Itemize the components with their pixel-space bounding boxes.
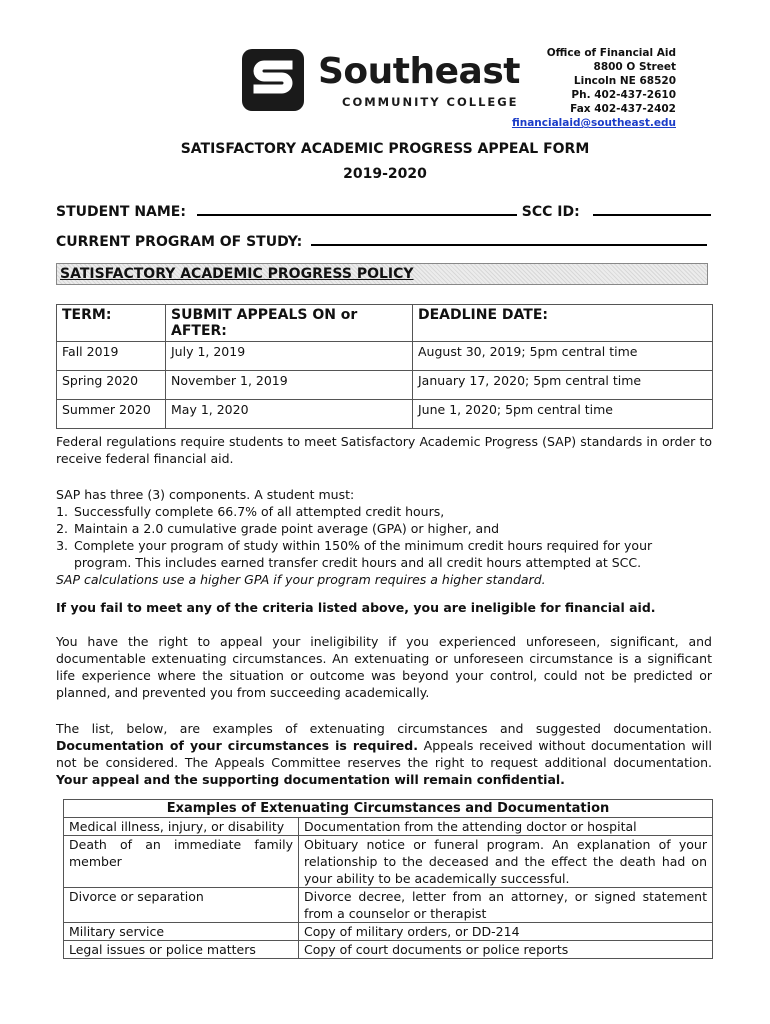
ineligible-statement <box>56 599 712 616</box>
cell-term: Summer 2020 <box>57 400 166 429</box>
ineligible-text: If you fail to meet any of the criteria listed above, you are ineligible for financial aid. <box>56 600 656 615</box>
office-line: Office of Financial Aid <box>546 47 676 59</box>
documentation-cell: Documentation from the attending doctor or hospital <box>299 818 713 836</box>
office-line: Lincoln NE 68520 <box>573 75 676 87</box>
logo-s-icon <box>238 45 310 115</box>
student-name-field[interactable] <box>197 200 517 216</box>
term-deadline-table <box>56 304 713 429</box>
office-line: Ph. 402-437-2610 <box>571 89 676 101</box>
cell-submit: July 1, 2019 <box>166 342 413 371</box>
table-row <box>64 888 713 923</box>
logo-subtitle: COMMUNITY COLLEGE <box>342 95 519 109</box>
doc-text-2: Appeals received without documentation will not be considered. The Appeals Committee reserves the right to request additional documentation. <box>56 738 712 770</box>
header-deadline: DEADLINE DATE: <box>413 305 713 342</box>
examples-heading: Examples of Extenuating Circumstances and Documentation <box>64 800 713 818</box>
doc-text-1: The list, below, are examples of extenuating circumstances and suggested documentation. <box>56 721 712 736</box>
scc-id-label: SCC ID: <box>521 204 580 220</box>
header-submit: SUBMIT APPEALS ON or AFTER: <box>166 305 413 342</box>
circumstance-cell: Military service <box>64 923 299 941</box>
logo-name: Southeast <box>318 51 520 92</box>
policy-heading-bar <box>56 263 708 285</box>
table-row <box>64 941 713 959</box>
documentation-cell: Obituary notice or funeral program. An explanation of your relationship to the deceased and the effect the death had on your ability to be academically successful. <box>299 836 713 888</box>
doc-bold-2: Your appeal and the supporting documentation will remain confidential. <box>56 772 565 787</box>
sap-list <box>56 503 712 571</box>
cell-deadline: January 17, 2020; 5pm central time <box>413 371 713 400</box>
scc-id-field[interactable] <box>593 200 711 216</box>
table-header-row <box>57 305 713 342</box>
circumstance-cell: Legal issues or police matters <box>64 941 299 959</box>
table-row <box>64 836 713 888</box>
cell-term: Fall 2019 <box>57 342 166 371</box>
list-item: 1. Successfully complete 66.7% of all attempted credit hours, <box>72 503 712 520</box>
documentation-cell: Divorce decree, letter from an attorney, or signed statement from a counselor or therapist <box>299 888 713 923</box>
student-name-row <box>56 200 711 220</box>
circumstance-cell: Divorce or separation <box>64 888 299 923</box>
policy-heading: SATISFACTORY ACADEMIC PROGRESS POLICY <box>60 266 414 282</box>
program-row <box>56 230 707 250</box>
cell-submit: November 1, 2019 <box>166 371 413 400</box>
table-row <box>64 923 713 941</box>
sap-note: SAP calculations use a higher GPA if your program requires a higher standard. <box>56 572 546 587</box>
table-row <box>57 371 713 400</box>
email-link[interactable]: financialaid@southeast.edu <box>511 117 676 129</box>
college-logo <box>238 45 528 115</box>
examples-heading-row <box>64 800 713 818</box>
documentation-cell: Copy of court documents or police reports <box>299 941 713 959</box>
table-row <box>57 400 713 429</box>
examples-table <box>63 799 713 959</box>
doc-bold-1: Documentation of your circumstances is required. <box>56 738 418 753</box>
cell-submit: May 1, 2020 <box>166 400 413 429</box>
list-item: 2. Maintain a 2.0 cumulative grade point average (GPA) or higher, and <box>72 520 712 537</box>
list-item: 3. Complete your program of study within 150% of the minimum credit hours required for your program. This includes earned transfer credit hours and all credit hours attempted at SCC. <box>72 537 712 571</box>
sap-components <box>56 486 712 588</box>
form-title: SATISFACTORY ACADEMIC PROGRESS APPEAL FORM <box>180 141 590 157</box>
student-name-label: STUDENT NAME: <box>56 204 186 220</box>
form-year: 2019-2020 <box>343 166 427 182</box>
program-field[interactable] <box>311 230 707 246</box>
header-term: TERM: <box>57 305 166 342</box>
documentation-paragraph <box>56 720 712 788</box>
appeal-rights-paragraph: You have the right to appeal your ineligibility if you experienced unforeseen, significant, and documentable extenuating circumstances. An extenuating or unforeseen circumstance is a significant life experience where the situation or outcome was beyond your control, could not be predicted or planned, and prevented you from succeeding academically. <box>56 634 712 700</box>
office-line: 8800 O Street <box>593 61 676 73</box>
table-row <box>57 342 713 371</box>
circumstance-cell: Medical illness, injury, or disability <box>64 818 299 836</box>
office-address <box>512 46 676 130</box>
cell-deadline: June 1, 2020; 5pm central time <box>413 400 713 429</box>
circumstance-cell: Death of an immediate family member <box>64 836 299 888</box>
cell-term: Spring 2020 <box>57 371 166 400</box>
table-row <box>64 818 713 836</box>
office-line: Fax 402-437-2402 <box>570 103 676 115</box>
program-label: CURRENT PROGRAM OF STUDY: <box>56 234 303 250</box>
cell-deadline: August 30, 2019; 5pm central time <box>413 342 713 371</box>
sap-intro: SAP has three (3) components. A student must: <box>56 487 355 502</box>
federal-paragraph: Federal regulations require students to meet Satisfactory Academic Progress (SAP) standards in order to receive federal financial aid. <box>56 434 712 466</box>
documentation-cell: Copy of military orders, or DD-214 <box>299 923 713 941</box>
